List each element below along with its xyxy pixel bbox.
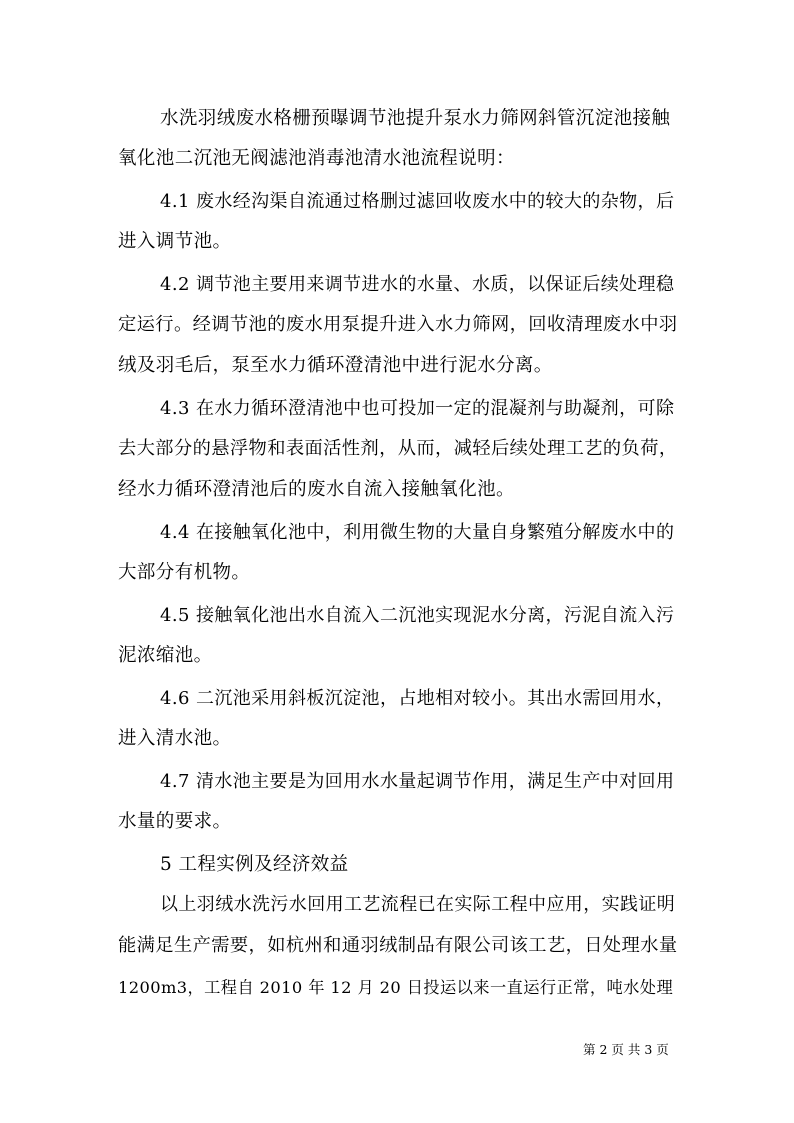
body-line-12: 大部分有机物。	[118, 562, 251, 583]
body-line-15: 4.6 二沉池采用斜板沉淀池，占地相对较小。其出水需回用水，	[160, 688, 675, 709]
body-line-11: 4.4 在接触氧化池中，利用微生物的大量自身繁殖分解废水中的	[160, 522, 675, 543]
body-line-4: 进入调节池。	[118, 231, 232, 252]
body-line-7: 绒及羽毛后，泵至水力循环澄清池中进行泥水分离。	[118, 355, 553, 376]
body-line-20: 以上羽绒水洗污水回用工艺流程已在实际工程中应用，实践证明	[160, 894, 676, 915]
body-line-1: 水洗羽绒废水格栅预曝调节池提升泵水力筛网斜管沉淀池接触	[160, 108, 671, 129]
body-line-13: 4.5 接触氧化池出水自流入二沉池实现泥水分离，污泥自流入污	[160, 605, 675, 626]
body-line-21: 能满足生产需要，如杭州和通羽绒制品有限公司该工艺，日处理水量	[118, 935, 678, 956]
body-line-16: 进入清水池。	[118, 728, 232, 749]
body-line-3: 4.1 废水经沟渠自流通过格删过滤回收废水中的较大的杂物，后	[160, 191, 675, 212]
section-heading: 5 工程实例及经济效益	[160, 854, 349, 875]
body-line-2: 氧化池二沉池无阀滤池消毒池清水池流程说明：	[118, 148, 515, 169]
body-line-10: 经水力循环澄清池后的废水自流入接触氧化池。	[118, 479, 515, 500]
body-line-14: 泥浓缩池。	[118, 645, 213, 666]
body-line-17: 4.7 清水池主要是为回用水水量起调节作用，满足生产中对回用	[160, 771, 675, 792]
body-line-6: 定运行。经调节池的废水用泵提升进入水力筛网，回收清理废水中羽	[118, 314, 678, 335]
body-line-8: 4.3 在水力循环澄清池中也可投加一定的混凝剂与助凝剂，可除	[160, 398, 675, 419]
body-line-18: 水量的要求。	[118, 811, 232, 832]
body-line-5: 4.2 调节池主要用来调节进水的水量、水质，以保证后续处理稳	[160, 274, 675, 295]
body-line-22: 1200m3，工程自 2010 年 12 月 20 日投运以来一直运行正常，吨水处理	[118, 978, 674, 997]
body-line-9: 去大部分的悬浮物和表面活性剂，从而，减轻后续处理工艺的负荷，	[118, 438, 678, 459]
page-number-footer: 第 2 页 共 3 页	[583, 1042, 669, 1057]
